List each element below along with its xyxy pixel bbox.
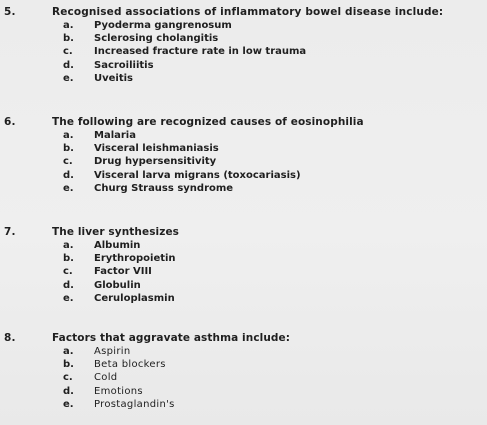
option-item xyxy=(0,170,487,183)
option-letter: a. xyxy=(63,346,74,357)
option-letter: c. xyxy=(63,372,73,384)
option-list xyxy=(0,130,487,196)
option-letter: b. xyxy=(63,253,74,265)
option-letter: a. xyxy=(63,130,74,141)
option-text: Beta blockers xyxy=(94,359,166,371)
option-item xyxy=(0,266,487,279)
option-letter: e. xyxy=(63,72,74,84)
option-text: Erythropoietin xyxy=(94,253,176,265)
option-item xyxy=(0,253,487,266)
option-text: Sclerosing cholangitis xyxy=(94,33,219,45)
option-letter: b. xyxy=(63,33,74,45)
question-number: 8. xyxy=(4,332,16,344)
option-item xyxy=(0,73,487,86)
option-text: Albumin xyxy=(94,240,141,251)
option-text: Globulin xyxy=(94,279,141,291)
option-letter: e. xyxy=(63,182,74,194)
option-item xyxy=(0,280,487,293)
option-item xyxy=(0,240,487,253)
option-text: Churg Strauss syndrome xyxy=(94,182,234,194)
question-stem: Recognised associations of inflammatory bowel disease include: xyxy=(52,6,444,18)
option-text: Pyoderma gangrenosum xyxy=(94,20,232,31)
option-letter: c. xyxy=(63,46,73,58)
option-item xyxy=(0,20,487,33)
option-text: Emotions xyxy=(94,385,143,397)
option-item xyxy=(0,372,487,385)
option-letter: a. xyxy=(63,20,74,31)
option-text: Cold xyxy=(94,372,118,384)
question-number: 6. xyxy=(4,116,16,128)
option-item xyxy=(0,359,487,372)
option-letter: e. xyxy=(63,292,74,304)
option-text: Drug hypersensitivity xyxy=(94,156,217,168)
question-stem: Factors that aggravate asthma include: xyxy=(52,332,291,344)
question-stem: The liver synthesizes xyxy=(52,226,180,238)
option-item xyxy=(0,33,487,46)
option-item xyxy=(0,346,487,359)
option-item xyxy=(0,293,487,306)
option-letter: d. xyxy=(63,169,74,181)
option-text: Ceruloplasmin xyxy=(94,292,175,304)
option-text: Visceral larva migrans (toxocariasis) xyxy=(94,169,301,181)
question-number: 5. xyxy=(4,6,16,18)
option-text: Uveitis xyxy=(94,72,134,84)
option-letter: d. xyxy=(63,279,74,291)
option-text: Factor VIII xyxy=(94,266,152,278)
option-text: Aspirin xyxy=(94,346,131,357)
option-text: Prostaglandin's xyxy=(94,398,175,410)
option-text: Visceral leishmaniasis xyxy=(94,143,219,155)
option-list xyxy=(0,240,487,306)
option-item xyxy=(0,183,487,196)
option-list xyxy=(0,346,487,412)
option-letter: b. xyxy=(63,143,74,155)
option-item xyxy=(0,143,487,156)
option-item xyxy=(0,60,487,73)
option-letter: c. xyxy=(63,266,73,278)
option-letter: b. xyxy=(63,359,74,371)
option-item xyxy=(0,46,487,59)
option-letter: d. xyxy=(63,59,74,71)
option-text: Sacroiliitis xyxy=(94,59,154,71)
option-item xyxy=(0,156,487,169)
option-letter: d. xyxy=(63,385,74,397)
option-letter: c. xyxy=(63,156,73,168)
option-text: Increased fracture rate in low trauma xyxy=(94,46,307,58)
question-number: 7. xyxy=(4,226,16,238)
option-letter: a. xyxy=(63,240,74,251)
option-letter: e. xyxy=(63,398,74,410)
option-item xyxy=(0,130,487,143)
option-item xyxy=(0,386,487,399)
option-text: Malaria xyxy=(94,130,136,141)
option-list xyxy=(0,20,487,86)
question-stem: The following are recognized causes of eosinophilia xyxy=(52,116,364,128)
option-item xyxy=(0,399,487,412)
